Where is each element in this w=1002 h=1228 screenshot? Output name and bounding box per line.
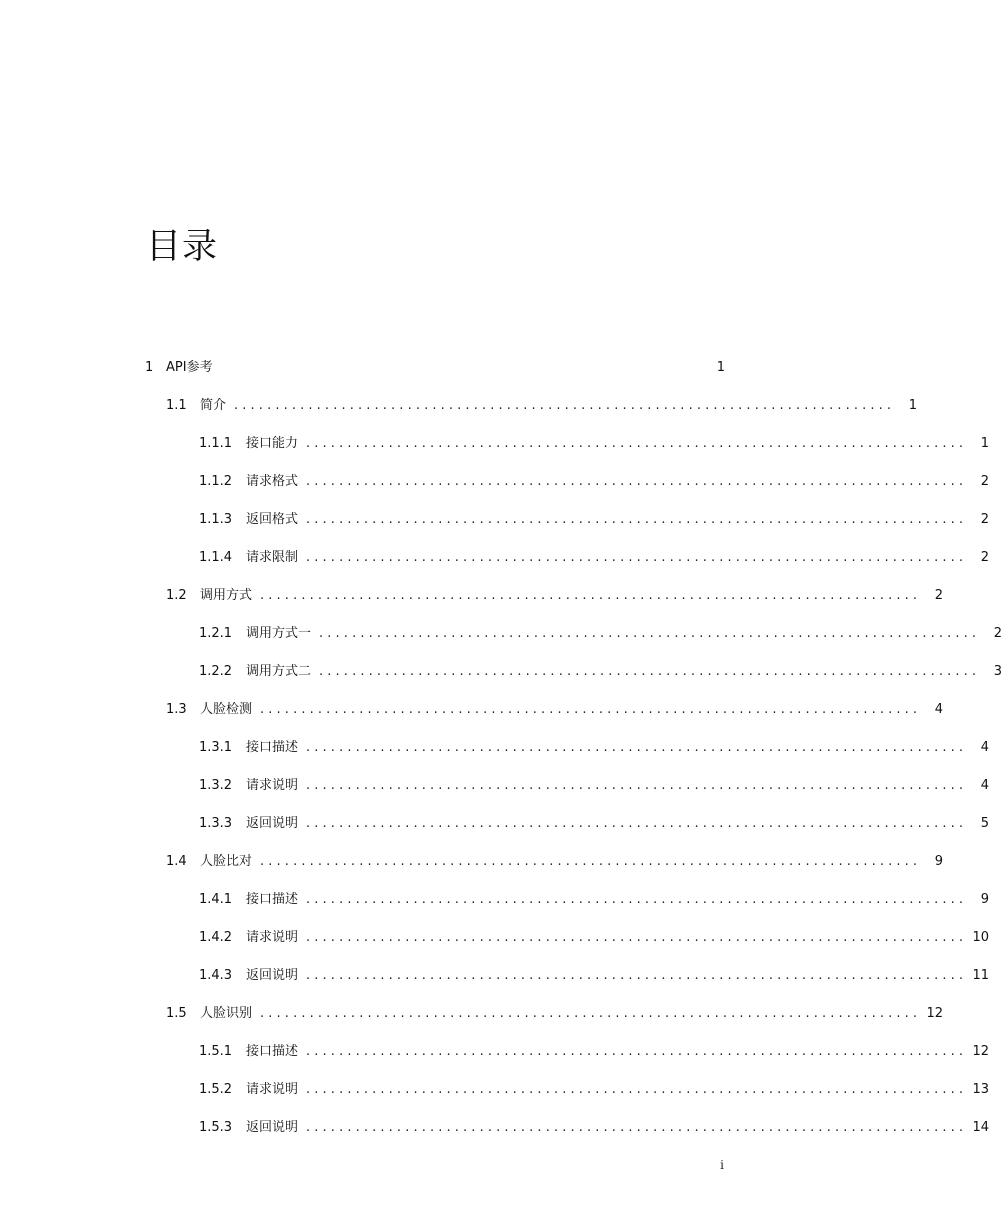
toc-entry-number: 1.4.2	[199, 930, 233, 945]
toc-entry-title: 请求说明	[246, 778, 299, 793]
toc-entry-page-number: 1	[716, 360, 725, 375]
toc-entry-page-number: 13	[972, 1082, 990, 1097]
toc-entry-page-number: 12	[972, 1044, 990, 1059]
toc-entry-1-1-4[interactable]	[199, 548, 990, 568]
toc-entry-1-1-3[interactable]	[199, 510, 990, 530]
dot-leader: . . . . . . . . . . . . . . . . . . . . . . . . . . . . . . . . . . . . . . . . . . . . . . . . . . . . . . . . . . . . . . . . . . . . . . . . . . . . . . . .	[306, 474, 964, 489]
toc-entry-title: 调用方式	[200, 588, 253, 603]
dot-leader: . . . . . . . . . . . . . . . . . . . . . . . . . . . . . . . . . . . . . . . . . . . . . . . . . . . . . . . . . . . . . . . . . . . . . . . . . . . . . . . .	[306, 1120, 964, 1135]
toc-entry-1-4-2[interactable]	[199, 928, 990, 948]
toc-entry-title: 请求限制	[246, 550, 299, 565]
toc-entry-title: 接口能力	[246, 436, 299, 451]
toc-entry-1-5[interactable]	[166, 1004, 944, 1024]
toc-entry-title: 请求说明	[246, 1082, 299, 1097]
toc-entry-page-number: 2	[980, 474, 990, 489]
toc-entry-title: API参考	[166, 360, 213, 375]
toc-entry-number: 1.5.2	[199, 1082, 233, 1097]
dot-leader: . . . . . . . . . . . . . . . . . . . . . . . . . . . . . . . . . . . . . . . . . . . . . . . . . . . . . . . . . . . . . . . . . . . . . . . . . . . . . . . .	[306, 512, 964, 527]
toc-entry-number: 1.5	[166, 1006, 187, 1021]
dot-leader: . . . . . . . . . . . . . . . . . . . . . . . . . . . . . . . . . . . . . . . . . . . . . . . . . . . . . . . . . . . . . . . . . . . . . . . . . . . . . . . .	[319, 626, 977, 641]
toc-entry-title: 返回说明	[246, 816, 299, 831]
dot-leader: . . . . . . . . . . . . . . . . . . . . . . . . . . . . . . . . . . . . . . . . . . . . . . . . . . . . . . . . . . . . . . . . . . . . . . . . . . . . . . . .	[306, 436, 964, 451]
toc-entry-1-5-2[interactable]	[199, 1080, 990, 1100]
dot-leader: . . . . . . . . . . . . . . . . . . . . . . . . . . . . . . . . . . . . . . . . . . . . . . . . . . . . . . . . . . . . . . . . . . . . . . . . . . . . . . . .	[306, 892, 964, 907]
toc-entry-number: 1.3.3	[199, 816, 233, 831]
page-number-footer: i	[720, 1158, 724, 1172]
toc-entry-1-4-3[interactable]	[199, 966, 990, 986]
toc-entry-page-number: 2	[980, 550, 990, 565]
toc-entry-1-3-3[interactable]	[199, 814, 990, 834]
toc-heading: 目录	[146, 227, 219, 267]
toc-entry-page-number: 4	[980, 778, 990, 793]
toc-entry-1-2[interactable]	[166, 586, 944, 606]
toc-entry-number: 1.3.2	[199, 778, 233, 793]
toc-entry-1-1-1[interactable]	[199, 434, 990, 454]
toc-entry-number: 1.1.1	[199, 436, 233, 451]
toc-entry-number: 1.5.3	[199, 1120, 233, 1135]
toc-entry-1-2-2[interactable]	[199, 662, 1002, 682]
toc-entry-number: 1.2.2	[199, 664, 233, 679]
toc-entry-number: 1.4.3	[199, 968, 233, 983]
toc-entry-page-number: 11	[972, 968, 990, 983]
dot-leader: . . . . . . . . . . . . . . . . . . . . . . . . . . . . . . . . . . . . . . . . . . . . . . . . . . . . . . . . . . . . . . . . . . . . . . . . . . . . . . . .	[260, 702, 918, 717]
toc-entry-number: 1	[145, 360, 154, 375]
toc-entry-title: 接口描述	[246, 1044, 299, 1059]
toc-entry-page-number: 1	[980, 436, 990, 451]
toc-entry-1-5-3[interactable]	[199, 1118, 990, 1138]
toc-entry-title: 接口描述	[246, 740, 299, 755]
dot-leader: . . . . . . . . . . . . . . . . . . . . . . . . . . . . . . . . . . . . . . . . . . . . . . . . . . . . . . . . . . . . . . . . . . . . . . . . . . . . . . . .	[306, 778, 964, 793]
toc-entry-title: 人脸识别	[200, 1006, 253, 1021]
toc-entry-1-4-1[interactable]	[199, 890, 990, 910]
toc-entry-page-number: 9	[980, 892, 990, 907]
toc-entry-page-number: 1	[908, 398, 918, 413]
toc-entry-title: 请求格式	[246, 474, 299, 489]
toc-entry-1-1-2[interactable]	[199, 472, 990, 492]
dot-leader: . . . . . . . . . . . . . . . . . . . . . . . . . . . . . . . . . . . . . . . . . . . . . . . . . . . . . . . . . . . . . . . . . . . . . . . . . . . . . . . .	[306, 1082, 964, 1097]
toc-entry-page-number: 2	[934, 588, 944, 603]
toc-entry-number: 1.1.4	[199, 550, 233, 565]
toc-entry-page-number: 3	[993, 664, 1002, 679]
toc-entry-title: 调用方式一	[246, 626, 312, 641]
dot-leader: . . . . . . . . . . . . . . . . . . . . . . . . . . . . . . . . . . . . . . . . . . . . . . . . . . . . . . . . . . . . . . . . . . . . . . . . . . . . . . . .	[306, 930, 964, 945]
toc-entry-number: 1.4	[166, 854, 187, 869]
toc-entry-number: 1.1	[166, 398, 187, 413]
dot-leader: . . . . . . . . . . . . . . . . . . . . . . . . . . . . . . . . . . . . . . . . . . . . . . . . . . . . . . . . . . . . . . . . . . . . . . . . . . . . . . . .	[319, 664, 977, 679]
toc-entry-title: 返回格式	[246, 512, 299, 527]
toc-entry-number: 1.3	[166, 702, 187, 717]
dot-leader: . . . . . . . . . . . . . . . . . . . . . . . . . . . . . . . . . . . . . . . . . . . . . . . . . . . . . . . . . . . . . . . . . . . . . . . . . . . . . . . .	[234, 398, 892, 413]
toc-entry-page-number: 10	[972, 930, 990, 945]
toc-entry-page-number: 4	[980, 740, 990, 755]
dot-leader: . . . . . . . . . . . . . . . . . . . . . . . . . . . . . . . . . . . . . . . . . . . . . . . . . . . . . . . . . . . . . . . . . . . . . . . . . . . . . . . .	[260, 854, 918, 869]
dot-leader: . . . . . . . . . . . . . . . . . . . . . . . . . . . . . . . . . . . . . . . . . . . . . . . . . . . . . . . . . . . . . . . . . . . . . . . . . . . . . . . .	[306, 1044, 964, 1059]
dot-leader: . . . . . . . . . . . . . . . . . . . . . . . . . . . . . . . . . . . . . . . . . . . . . . . . . . . . . . . . . . . . . . . . . . . . . . . . . . . . . . . .	[306, 550, 964, 565]
toc-entry-number: 1.2.1	[199, 626, 233, 641]
toc-entry-number: 1.3.1	[199, 740, 233, 755]
toc-entry-number: 1.5.1	[199, 1044, 233, 1059]
toc-entry-number: 1.1.2	[199, 474, 233, 489]
toc-entry-title: 请求说明	[246, 930, 299, 945]
toc-entry-page-number: 4	[934, 702, 944, 717]
dot-leader: . . . . . . . . . . . . . . . . . . . . . . . . . . . . . . . . . . . . . . . . . . . . . . . . . . . . . . . . . . . . . . . . . . . . . . . . . . . . . . . .	[306, 968, 964, 983]
toc-entry-1-2-1[interactable]	[199, 624, 1002, 644]
toc-entry-number: 1.2	[166, 588, 187, 603]
toc-entry-number: 1.1.3	[199, 512, 233, 527]
dot-leader: . . . . . . . . . . . . . . . . . . . . . . . . . . . . . . . . . . . . . . . . . . . . . . . . . . . . . . . . . . . . . . . . . . . . . . . . . . . . . . . .	[306, 816, 964, 831]
toc-entry-page-number: 12	[926, 1006, 944, 1021]
toc-entry-1[interactable]	[145, 358, 725, 378]
toc-entry-title: 人脸比对	[200, 854, 253, 869]
toc-entry-page-number: 5	[980, 816, 990, 831]
toc-entry-1-1[interactable]	[166, 396, 918, 416]
toc-entry-page-number: 2	[993, 626, 1002, 641]
toc-entry-1-5-1[interactable]	[199, 1042, 990, 1062]
toc-entry-title: 简介	[200, 398, 227, 413]
toc-entry-1-3-1[interactable]	[199, 738, 990, 758]
toc-entry-title: 返回说明	[246, 1120, 299, 1135]
toc-entry-page-number: 9	[934, 854, 944, 869]
toc-entry-number: 1.4.1	[199, 892, 233, 907]
dot-leader: . . . . . . . . . . . . . . . . . . . . . . . . . . . . . . . . . . . . . . . . . . . . . . . . . . . . . . . . . . . . . . . . . . . . . . . . . . . . . . . .	[260, 588, 918, 603]
dot-leader: . . . . . . . . . . . . . . . . . . . . . . . . . . . . . . . . . . . . . . . . . . . . . . . . . . . . . . . . . . . . . . . . . . . . . . . . . . . . . . . .	[306, 740, 964, 755]
toc-entry-title: 人脸检测	[200, 702, 253, 717]
toc-entry-title: 调用方式二	[246, 664, 312, 679]
toc-entry-page-number: 2	[980, 512, 990, 527]
toc-entry-title: 接口描述	[246, 892, 299, 907]
toc-entry-1-3[interactable]	[166, 700, 944, 720]
toc-entry-1-4[interactable]	[166, 852, 944, 872]
dot-leader: . . . . . . . . . . . . . . . . . . . . . . . . . . . . . . . . . . . . . . . . . . . . . . . . . . . . . . . . . . . . . . . . . . . . . . . . . . . . . . . .	[260, 1006, 918, 1021]
toc-entry-title: 返回说明	[246, 968, 299, 983]
toc-entry-1-3-2[interactable]	[199, 776, 990, 796]
toc-entry-page-number: 14	[972, 1120, 990, 1135]
